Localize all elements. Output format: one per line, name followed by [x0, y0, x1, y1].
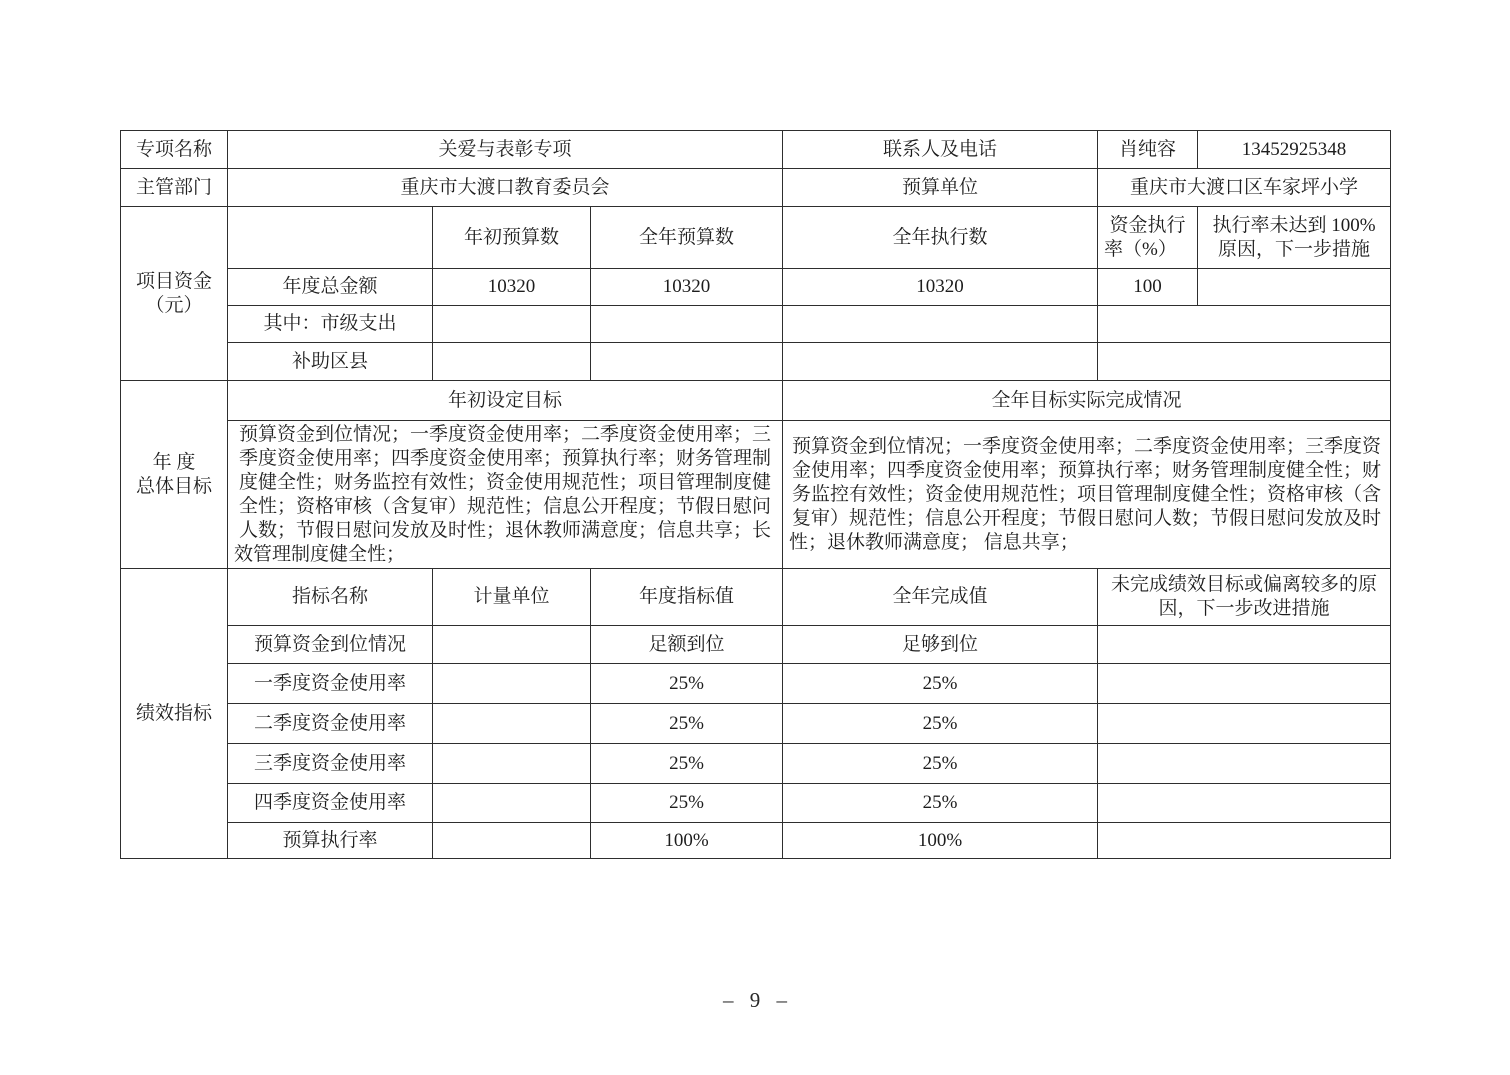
funds-row-reason [1098, 343, 1391, 381]
special-name-label-cell: 专项名称 [121, 131, 228, 169]
contact-label-cell: 联系人及电话 [783, 131, 1098, 169]
indicator-row-target: 25% [591, 784, 783, 823]
funds-label-line2: （元） [145, 294, 203, 316]
indicator-row-reason [1098, 664, 1391, 704]
indicator-row-reason [1098, 744, 1391, 784]
funds-header-execution-rate: 资金执行率（%） [1098, 207, 1198, 269]
indicator-row-unit [433, 664, 591, 704]
indicator-row-name: 二季度资金使用率 [228, 704, 433, 744]
indicator-row-target: 25% [591, 744, 783, 784]
annual-goals-section-label-cell [121, 381, 228, 569]
table-row [121, 421, 1391, 569]
indicators-header-actual: 全年完成值 [783, 569, 1098, 626]
indicator-row-name: 预算资金到位情况 [228, 626, 433, 664]
funds-row-name: 其中：市级支出 [228, 306, 433, 343]
indicator-row-unit [433, 626, 591, 664]
table-row [121, 381, 1391, 421]
funds-row-name: 年度总金额 [228, 269, 433, 306]
dept-label-cell: 主管部门 [121, 169, 228, 207]
indicator-row-actual: 25% [783, 744, 1098, 784]
indicator-row-unit [433, 704, 591, 744]
table-row [121, 744, 1391, 784]
indicators-section-label-cell: 绩效指标 [121, 569, 228, 859]
indicators-header-target: 年度指标值 [591, 569, 783, 626]
indicator-row-target: 足额到位 [591, 626, 783, 664]
special-name-value-cell: 关爱与表彰专项 [228, 131, 783, 169]
funds-row-annual-executed [783, 306, 1098, 343]
table-row [121, 664, 1391, 704]
funds-empty-header-cell [228, 207, 433, 269]
indicator-row-reason [1098, 704, 1391, 744]
table-row [121, 823, 1391, 859]
funds-section-label-cell [121, 207, 228, 381]
table-row [121, 169, 1391, 207]
indicators-header-reason: 未完成绩效目标或偏离较多的原因，下一步改进措施 [1098, 569, 1391, 626]
funds-label-line1: 项目资金 [135, 270, 212, 292]
indicator-row-name: 四季度资金使用率 [228, 784, 433, 823]
dept-value-cell: 重庆市大渡口教育委员会 [228, 169, 783, 207]
indicators-header-name: 指标名称 [228, 569, 433, 626]
indicator-row-actual: 25% [783, 704, 1098, 744]
funds-row-annual-budget [591, 343, 783, 381]
budget-unit-value-cell: 重庆市大渡口区车家坪小学 [1098, 169, 1391, 207]
table-row [121, 131, 1391, 169]
funds-row-annual-budget: 10320 [591, 269, 783, 306]
indicator-row-target: 25% [591, 664, 783, 704]
annual-goals-label-line1: 年 度 [152, 451, 196, 473]
indicator-row-actual: 25% [783, 784, 1098, 823]
annual-goals-initial-header-cell: 年初设定目标 [228, 381, 783, 421]
table-row [121, 306, 1391, 343]
table-row [121, 269, 1391, 306]
table-row [121, 704, 1391, 744]
funds-row-reason [1098, 306, 1391, 343]
indicator-row-target: 100% [591, 823, 783, 859]
table-row [121, 569, 1391, 626]
indicators-header-unit: 计量单位 [433, 569, 591, 626]
funds-header-initial-budget: 年初预算数 [433, 207, 591, 269]
funds-row-name: 补助区县 [228, 343, 433, 381]
table-row [121, 784, 1391, 823]
table-row [121, 626, 1391, 664]
funds-row-initial-budget [433, 306, 591, 343]
contact-phone-cell: 13452925348 [1198, 131, 1391, 169]
budget-unit-label-cell: 预算单位 [783, 169, 1098, 207]
performance-report-table [120, 130, 1391, 859]
indicator-row-target: 25% [591, 704, 783, 744]
funds-header-annual-budget: 全年预算数 [591, 207, 783, 269]
indicator-row-name: 一季度资金使用率 [228, 664, 433, 704]
funds-header-annual-executed: 全年执行数 [783, 207, 1098, 269]
indicator-row-name: 三季度资金使用率 [228, 744, 433, 784]
indicator-row-unit [433, 744, 591, 784]
funds-row-annual-budget [591, 306, 783, 343]
indicator-row-actual: 足够到位 [783, 626, 1098, 664]
annual-goals-actual-text-cell: 预算资金到位情况；一季度资金使用率；二季度资金使用率；三季度资金使用率；四季度资金使用率；预算执行率；财务管理制度健全性；财务监控有效性；资金使用规范性；项目管理制度健全性；资格审核（含复审）规范性；信息公开程度；节假日慰问人数；节假日慰问发放及时性；退休教师满意度； 信息共享； [783, 421, 1391, 569]
indicator-row-reason [1098, 626, 1391, 664]
funds-row-execution-rate: 100 [1098, 269, 1198, 306]
funds-header-reason: 执行率未达到 100% 原因，下一步措施 [1198, 207, 1391, 269]
funds-row-annual-executed [783, 343, 1098, 381]
funds-row-initial-budget: 10320 [433, 269, 591, 306]
indicator-row-actual: 25% [783, 664, 1098, 704]
contact-name-cell: 肖纯容 [1098, 131, 1198, 169]
indicator-row-actual: 100% [783, 823, 1098, 859]
funds-row-initial-budget [433, 343, 591, 381]
page-number: – 9 – [723, 988, 787, 1012]
table-row [121, 207, 1391, 269]
indicator-row-reason [1098, 784, 1391, 823]
indicator-row-name: 预算执行率 [228, 823, 433, 859]
table-row [121, 343, 1391, 381]
indicator-row-unit [433, 784, 591, 823]
funds-row-annual-executed: 10320 [783, 269, 1098, 306]
indicator-row-unit [433, 823, 591, 859]
annual-goals-label-line2: 总体目标 [135, 475, 212, 497]
indicator-row-reason [1098, 823, 1391, 859]
annual-goals-actual-header-cell: 全年目标实际完成情况 [783, 381, 1391, 421]
annual-goals-initial-text-cell: 预算资金到位情况；一季度资金使用率；二季度资金使用率；三季度资金使用率；四季度资金使用率；预算执行率；财务管理制度健全性；财务监控有效性；资金使用规范性；项目管理制度健全性；资格审核（含复审）规范性；信息公开程度；节假日慰问人数；节假日慰问发放及时性；退休教师满意度；信息共享；长效管理制度健全性； [228, 421, 783, 569]
funds-row-reason [1198, 269, 1391, 306]
